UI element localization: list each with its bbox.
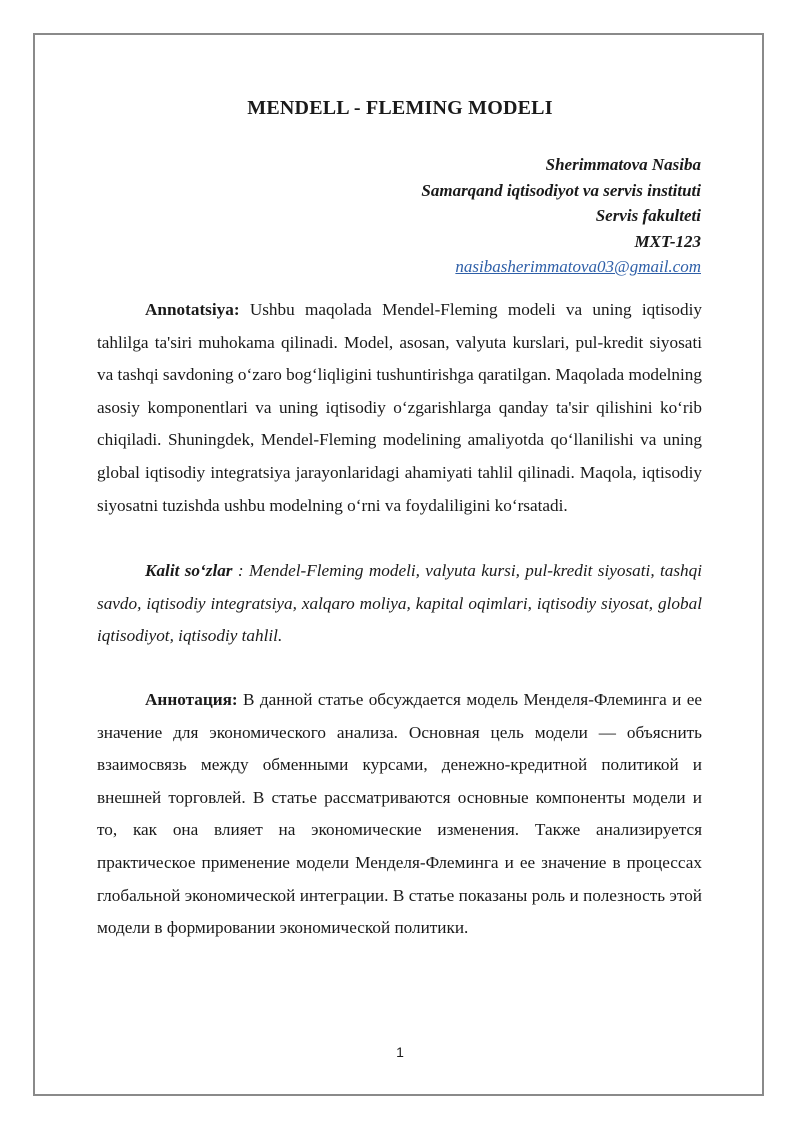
annotation-uz (97, 294, 702, 522)
page-number: 1 (396, 1044, 404, 1060)
keywords-text: : Mendel-Fleming modeli, valyuta kursi, pul-kredit siyosati, tashqi savdo, iqtisodiy integratsiya, xalqaro moliya, kapital oqimlari, iqtisodiy siyosat, global iqtisodiyot, iqtisodiy tahlil. (97, 561, 703, 646)
author-block (421, 152, 701, 280)
author-faculty: Servis fakulteti (595, 206, 701, 225)
author-email-link[interactable]: nasibasherimmatova03@gmail.com (455, 257, 701, 276)
page-title: MENDELL - FLEMING MODELI (247, 97, 553, 119)
author-institution: Samarqand iqtisodiyot va servis instituti (421, 180, 701, 200)
annotation-ru-label: Аннотация: (145, 690, 238, 709)
author-name: Sherimmatova Nasiba (545, 155, 701, 174)
author-group: MXT-123 (634, 231, 701, 251)
keywords (97, 555, 702, 653)
annotation-uz-text: Ushbu maqolada Mendel-Fleming modeli va uning iqtisodiy tahlilga ta'siri muhokama qilinadi. Model, asosan, valyuta kurslari, pul-kredit siyosati va tashqi savdoning o‘zaro bog‘liqligini tushuntirishga qaratilgan. Maqolada modelning asosiy komponentlari va uning iqtisodiy o‘zgarishlarga qanday ta'sir qilishini ko‘rib chiqiladi. Shuningdek, Mendel-Fleming modelining amaliyotda qo‘llanilishi va uning global iqtisodiy integratsiya jarayonlaridagi ahamiyati tahlil qilinadi. Maqola, iqtisodiy siyosatni tuzishda ushbu modelning o‘rni va foydaliligini ko‘rsatadi. (97, 300, 702, 515)
annotation-ru (97, 684, 702, 945)
annotation-ru-text: В данной статье обсуждается модель Менделя-Флеминга и ее значение для экономического анализа. Основная цель модели — объяснить взаимосвязь между обменными курсами, денежно-кредитной политикой и внешней торговлей. В статье рассматриваются основные компоненты модели и то, как она влияет на экономические изменения. Также анализируется практическое применение модели Менделя-Флеминга и ее значение в процессах глобальной экономической интеграции. В статье показаны роль и полезность этой модели в формировании экономической политики. (97, 690, 702, 938)
keywords-label: Kalit so‘zlar (145, 561, 233, 580)
annotation-uz-label: Annotatsiya: (145, 300, 240, 319)
